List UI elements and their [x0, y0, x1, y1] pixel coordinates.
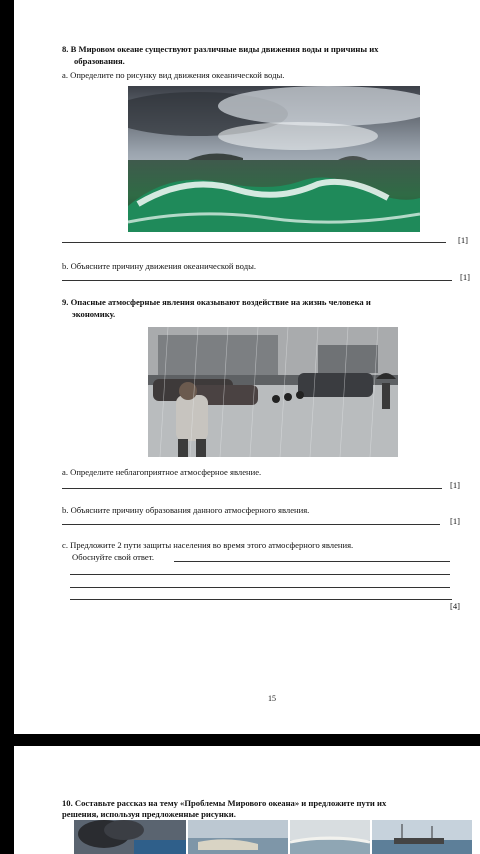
q9c-question-cont: Обоснуйте свой ответ. [72, 552, 154, 562]
q9-title-cont: экономику. [72, 309, 116, 319]
ocean-pollution-photo-3 [290, 820, 370, 854]
q8b-answer-line[interactable] [62, 280, 452, 281]
pollution-image-3 [290, 820, 370, 854]
q9c-answer-line-4[interactable] [70, 599, 452, 600]
ocean-pollution-photo-2 [188, 820, 288, 854]
worksheet-page-16 [14, 746, 480, 854]
q9a-question: a. Определите неблагоприятное атмосферное явление. [62, 467, 262, 477]
pollution-image-2 [188, 820, 288, 854]
worksheet-page-15 [14, 0, 480, 734]
q9c-answer-line-2[interactable] [70, 574, 450, 575]
q9c-question: c. Предложите 2 пути защиты населения во время этого атмосферного явления. [62, 540, 354, 550]
pollution-image-1 [74, 820, 186, 854]
q8-title-cont: образования. [74, 56, 125, 66]
q9b-question: b. Объясните причину образования данного атмосферного явления. [62, 505, 310, 515]
q9a-mark: [1] [450, 480, 461, 490]
q10-title: 10. Составьте рассказ на тему «Проблемы Мирового океана» и предложите пути их [62, 798, 387, 808]
q9c-answer-line-3[interactable] [70, 587, 450, 588]
storm-image [148, 327, 398, 457]
q9b-mark: [1] [450, 516, 461, 526]
q8a-question: a. Определите по рисунку вид движения океанической воды. [62, 70, 285, 80]
q8a-answer-line[interactable] [62, 242, 446, 243]
q9a-answer-line[interactable] [62, 488, 442, 489]
pollution-image-4 [372, 820, 472, 854]
q8b-question: b. Объясните причину движения океанической воды. [62, 261, 256, 271]
ocean-wave-painting [128, 86, 420, 232]
wave-image [128, 86, 420, 232]
q10-title-cont: решения, используя предложенные рисунки. [62, 809, 236, 819]
q8-title: 8. В Мировом океане существуют различные виды движения воды и причины их [62, 44, 379, 54]
ocean-pollution-photo-1 [74, 820, 186, 854]
q9-title: 9. Опасные атмосферные явления оказывают воздействие на жизнь человека и [62, 297, 371, 307]
q9b-answer-line[interactable] [62, 524, 440, 525]
q8a-mark: [1] [458, 235, 469, 245]
q9c-mark: [4] [450, 601, 461, 611]
page-number: 15 [268, 694, 276, 703]
q9c-answer-line-1[interactable] [174, 561, 450, 562]
rain-storm-photo [148, 327, 398, 457]
q8b-mark: [1] [460, 272, 471, 282]
ocean-pollution-photo-4 [372, 820, 472, 854]
